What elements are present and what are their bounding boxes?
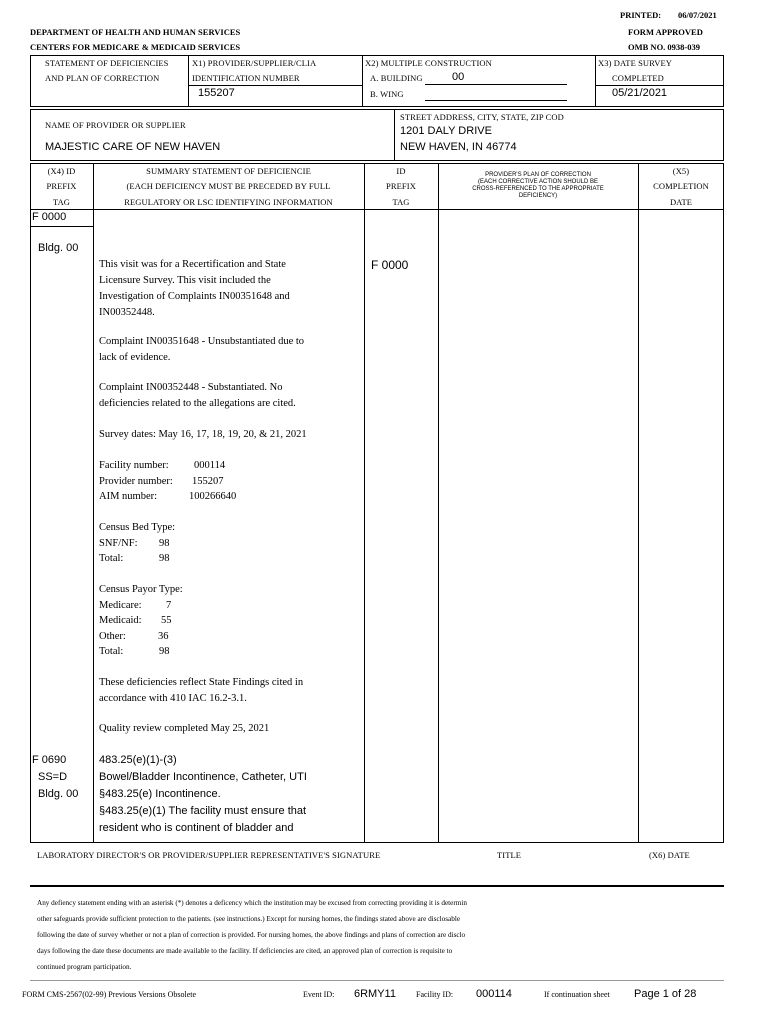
tag-f0690: F 0690 [32, 754, 67, 766]
form-approved: FORM APPROVED [628, 27, 703, 37]
wing-label: B. WING [370, 89, 404, 99]
address-label: STREET ADDRESS, CITY, STATE, ZIP COD [400, 112, 564, 122]
snf-value: 98 [159, 538, 170, 549]
department-title: DEPARTMENT OF HEALTH AND HUMAN SERVICES [30, 27, 241, 37]
disclaimer-line-2: other safeguards provide sufficient protection to the patients. (see instructions.) Except for nursing homes, the findings stated above are disclosable [37, 915, 461, 923]
event-id-value: 6RMY11 [354, 988, 396, 1000]
severity-scope: SS=D [38, 771, 68, 783]
summary-header-3: REGULATORY OR LSC IDENTIFYING INFORMATION [124, 197, 333, 207]
x5-header-3: DATE [669, 197, 693, 207]
printed-date: 06/07/2021 [678, 10, 717, 20]
provider-box [30, 109, 724, 161]
summary-para-findings: These deficiencies reflect State Findings cited in accordance with 410 IAC 16.2-3.1. [99, 677, 304, 704]
x1-label-2: IDENTIFICATION NUMBER [192, 73, 300, 83]
continuation-label: If continuation sheet [544, 990, 610, 999]
provider-id-value: 155207 [198, 87, 235, 99]
other-value: 36 [158, 631, 169, 642]
x4-header-3: TAG [52, 197, 71, 207]
x5-header-1: (X5) [672, 166, 690, 176]
x3-label-2: COMPLETED [612, 73, 664, 83]
medicaid-value: 55 [161, 615, 172, 626]
other-label: Other: [99, 631, 126, 642]
id-header-1: ID [396, 166, 406, 176]
disclaimer [37, 895, 727, 975]
facility-number-label: Facility number: [99, 460, 169, 471]
x5-header-2: COMPLETION [653, 181, 709, 191]
census-payor-label: Census Payor Type: [99, 584, 183, 595]
disclaimer-line-4: days following the date these documents are made available to the facility. If deficiencies are cited, an approved plan of correction is requisite to [37, 947, 453, 955]
page-number: Page 1 of 28 [634, 988, 697, 1000]
total-payor-value: 98 [159, 646, 170, 657]
tag-f0000: F 0000 [32, 211, 67, 223]
total-bed-label: Total: [99, 553, 124, 564]
facility-number-value: 000114 [194, 460, 226, 471]
summary-header-1: SUMMARY STATEMENT OF DEFICIENCIE [146, 166, 311, 176]
statement-label-1: STATEMENT OF DEFICIENCIES [45, 58, 169, 68]
facility-id-label: Facility ID: [416, 990, 454, 999]
x2-label: X2) MULTIPLE CONSTRUCTION [365, 58, 492, 68]
summary-para-quality-review: Quality review completed May 25, 2021 [99, 723, 270, 734]
summary-para-complaint-2: Complaint IN00352448 - Substantiated. No deficiencies related to the allegations are cited. [99, 382, 296, 409]
plan-header-2: (EACH CORRECTIVE ACTION SHOULD BE [477, 179, 599, 185]
medicare-value: 7 [166, 600, 172, 611]
provider-name-label: NAME OF PROVIDER OR SUPPLIER [45, 120, 186, 130]
bldg-f0000: Bldg. 00 [38, 242, 79, 254]
aim-number-label: AIM number: [99, 491, 158, 502]
aim-number-value: 100266640 [189, 491, 237, 502]
omb-number: OMB NO. 0938-039 [628, 42, 701, 52]
facility-id-value: 000114 [476, 988, 512, 1000]
address-line-1: 1201 DALY DRIVE [400, 125, 492, 137]
summary-header-2: (EACH DEFICIENCY MUST BE PRECEDED BY FULL [126, 181, 331, 191]
disclaimer-line-5: continued program participation. [37, 963, 132, 971]
x4-header-2: PREFIX [46, 181, 77, 191]
address-line-2: NEW HAVEN, IN 46774 [400, 141, 517, 153]
summary-para-visit: This visit was for a Recertification and State Licensure Survey. This visit included the Investigation of Complaints IN00351648 and IN00352448. [99, 259, 290, 318]
event-id-label: Event ID: [303, 990, 335, 999]
summary-para-survey-dates: Survey dates: May 16, 17, 18, 19, 20, & 21, 2021 [99, 429, 307, 440]
x6-date-label: (X6) DATE [649, 850, 690, 860]
x3-label-1: X3) DATE SURVEY [598, 58, 673, 68]
building-value: 00 [452, 71, 465, 83]
total-payor-label: Total: [99, 646, 124, 657]
total-bed-value: 98 [159, 553, 170, 564]
plan-header-4: DEFICIENCY) [518, 193, 558, 199]
medicare-label: Medicare: [99, 600, 142, 611]
disclaimer-line-1: Any defiency statement ending with an asterisk (*) denotes a deficency which the institution may be excused from correcting providing it is determin [37, 899, 467, 907]
summary-para-complaint-1: Complaint IN00351648 - Unsubstantiated due to lack of evidence. [99, 336, 305, 363]
medicaid-label: Medicaid: [99, 615, 142, 626]
plan-header-3: CROSS-REFERENCED TO THE APPROPRIATE [472, 186, 604, 192]
building-label: A. BUILDING [370, 73, 423, 83]
provider-number-value: 155207 [192, 476, 224, 487]
x1-label-1: X1) PROVIDER/SUPPLIER/CLIA [192, 58, 317, 68]
centers-title: CENTERS FOR MEDICARE & MEDICAID SERVICES [30, 42, 241, 52]
statement-label-2: AND PLAN OF CORRECTION [45, 73, 160, 83]
signature-label: LABORATORY DIRECTOR'S OR PROVIDER/SUPPLIER REPRESENTATIVE'S SIGNATURE [37, 850, 381, 860]
census-bed-label: Census Bed Type: [99, 522, 176, 533]
id-header-2: PREFIX [386, 181, 416, 191]
snf-label: SNF/NF: [99, 538, 138, 549]
disclaimer-line-3: following the date of survey whether or not a plan of correction is provided. For nursing homes, the above findings and plans of correction are disclo [37, 931, 466, 939]
provider-number-label: Provider number: [99, 476, 173, 487]
survey-completed-date: 05/21/2021 [612, 87, 668, 99]
bldg-f0690: Bldg. 00 [38, 788, 79, 800]
printed-label: PRINTED: [620, 10, 662, 20]
id-header-3: TAG [392, 197, 410, 207]
x4-header-1: (X4) ID [47, 166, 76, 176]
form-number: FORM CMS-2567(02-99) Previous Versions Obsolete [22, 990, 197, 999]
plan-header-1: PROVIDER'S PLAN OF CORRECTION [485, 172, 591, 178]
title-label: TITLE [497, 850, 522, 860]
id-tag-f0000: F 0000 [371, 258, 409, 272]
provider-name-value: MAJESTIC CARE OF NEW HAVEN [45, 141, 221, 153]
f0690-regulation-text: 483.25(e)(1)-(3) Bowel/Bladder Incontinence, Catheter, UTI §483.25(e) Incontinence. §483.25(e)(1) The facility must ensure that resident who is continent of bladder and [99, 754, 307, 834]
